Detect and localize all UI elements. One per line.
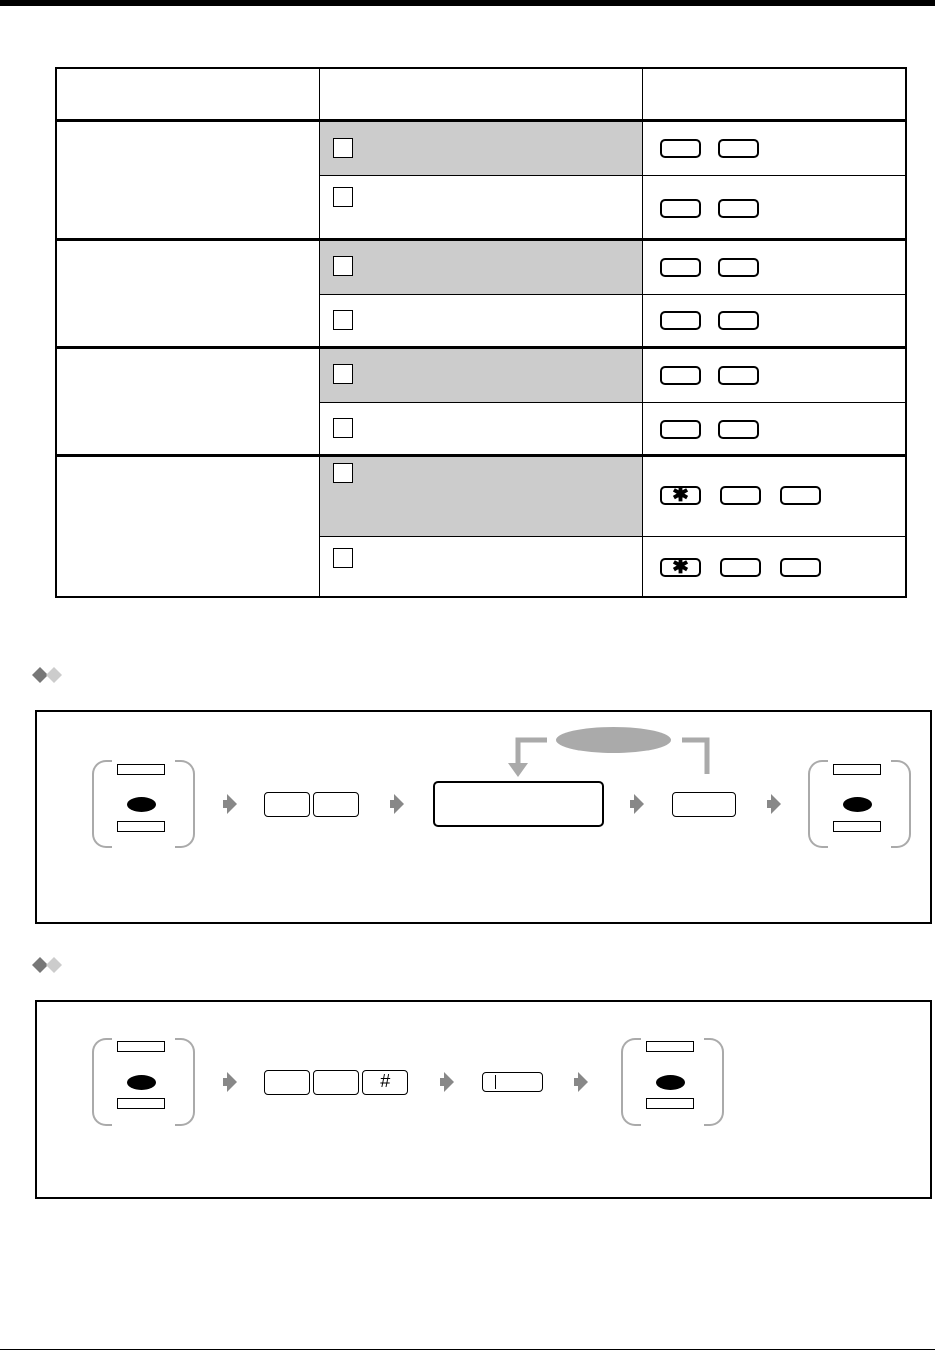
column-divider: [319, 69, 320, 596]
dial-key[interactable]: [780, 558, 821, 577]
on-hook-icon: [656, 1075, 685, 1090]
row-divider: [319, 402, 905, 403]
handset-slot: [646, 1041, 694, 1052]
dial-key[interactable]: [313, 1070, 359, 1095]
dial-key[interactable]: [720, 486, 761, 505]
option-checkbox[interactable]: [333, 256, 353, 276]
dial-key[interactable]: [718, 199, 759, 218]
group-divider: [57, 346, 905, 349]
header-divider: [57, 119, 905, 122]
star-key[interactable]: ✱: [660, 558, 701, 577]
column-divider: [642, 69, 643, 596]
dial-key[interactable]: [660, 199, 701, 218]
dial-key[interactable]: [718, 258, 759, 277]
dial-key[interactable]: [780, 486, 821, 505]
option-checkbox[interactable]: [333, 138, 353, 158]
dial-key[interactable]: [660, 420, 701, 439]
settings-table: [55, 67, 907, 598]
dial-key[interactable]: [264, 792, 310, 817]
off-hook-icon: [127, 1075, 156, 1090]
option-checkbox[interactable]: [333, 463, 353, 483]
handset-group-bracket: [891, 760, 911, 848]
dial-key[interactable]: [718, 139, 759, 158]
step-arrow-icon: [771, 794, 781, 814]
off-hook-icon: [127, 797, 156, 812]
procedure-box-2: [35, 1000, 932, 1199]
top-rule: [0, 0, 935, 6]
handset-slot: [117, 764, 165, 775]
handset-group-bracket: [92, 1038, 112, 1126]
group-divider: [57, 454, 905, 457]
handset-slot: [117, 821, 165, 832]
step-arrow-icon: [394, 794, 404, 814]
procedure-box-1: [35, 710, 932, 924]
handset-group-bracket: [704, 1038, 724, 1126]
step-arrow-icon: [634, 794, 644, 814]
row-shade: [320, 349, 642, 402]
handset-slot: [833, 821, 881, 832]
dial-key[interactable]: [660, 311, 701, 330]
row-shade: [320, 122, 642, 175]
group-divider: [57, 238, 905, 241]
section-diamond-icon: [30, 665, 70, 685]
step-arrow-icon: [227, 1072, 237, 1092]
dial-key[interactable]: [660, 139, 701, 158]
repeat-loop-arrow-icon: [507, 737, 712, 779]
step-arrow-icon: [578, 1072, 588, 1092]
button-divider: [495, 1075, 496, 1089]
dial-key[interactable]: [718, 311, 759, 330]
row-divider: [319, 294, 905, 295]
star-key[interactable]: ✱: [660, 486, 701, 505]
handset-slot: [833, 764, 881, 775]
handset-group-bracket: [621, 1038, 641, 1126]
dial-key[interactable]: [720, 558, 761, 577]
bottom-rule: [0, 1349, 935, 1350]
option-checkbox[interactable]: [333, 364, 353, 384]
handset-group-bracket: [175, 760, 195, 848]
dial-key[interactable]: [264, 1070, 310, 1095]
handset-group-bracket: [808, 760, 828, 848]
handset-group-bracket: [175, 1038, 195, 1126]
dial-key[interactable]: [313, 792, 359, 817]
option-checkbox[interactable]: [333, 548, 353, 568]
row-shade: [320, 241, 642, 294]
step-arrow-icon: [227, 794, 237, 814]
dial-key[interactable]: [660, 258, 701, 277]
entry-display: [433, 781, 604, 827]
handset-slot: [117, 1098, 165, 1109]
flexible-button[interactable]: [482, 1072, 543, 1092]
handset-slot: [646, 1098, 694, 1109]
row-divider: [319, 536, 905, 537]
dial-key[interactable]: [718, 366, 759, 385]
option-checkbox[interactable]: [333, 187, 353, 207]
dial-key[interactable]: [660, 366, 701, 385]
on-hook-icon: [843, 797, 872, 812]
section-diamond-icon: [30, 955, 70, 975]
row-divider: [319, 175, 905, 176]
dial-key[interactable]: [718, 420, 759, 439]
hash-key[interactable]: #: [362, 1070, 408, 1095]
row-shade: [320, 457, 642, 536]
step-arrow-icon: [444, 1072, 454, 1092]
option-checkbox[interactable]: [333, 418, 353, 438]
function-button[interactable]: [672, 792, 736, 817]
option-checkbox[interactable]: [333, 310, 353, 330]
handset-slot: [117, 1041, 165, 1052]
handset-group-bracket: [92, 760, 112, 848]
